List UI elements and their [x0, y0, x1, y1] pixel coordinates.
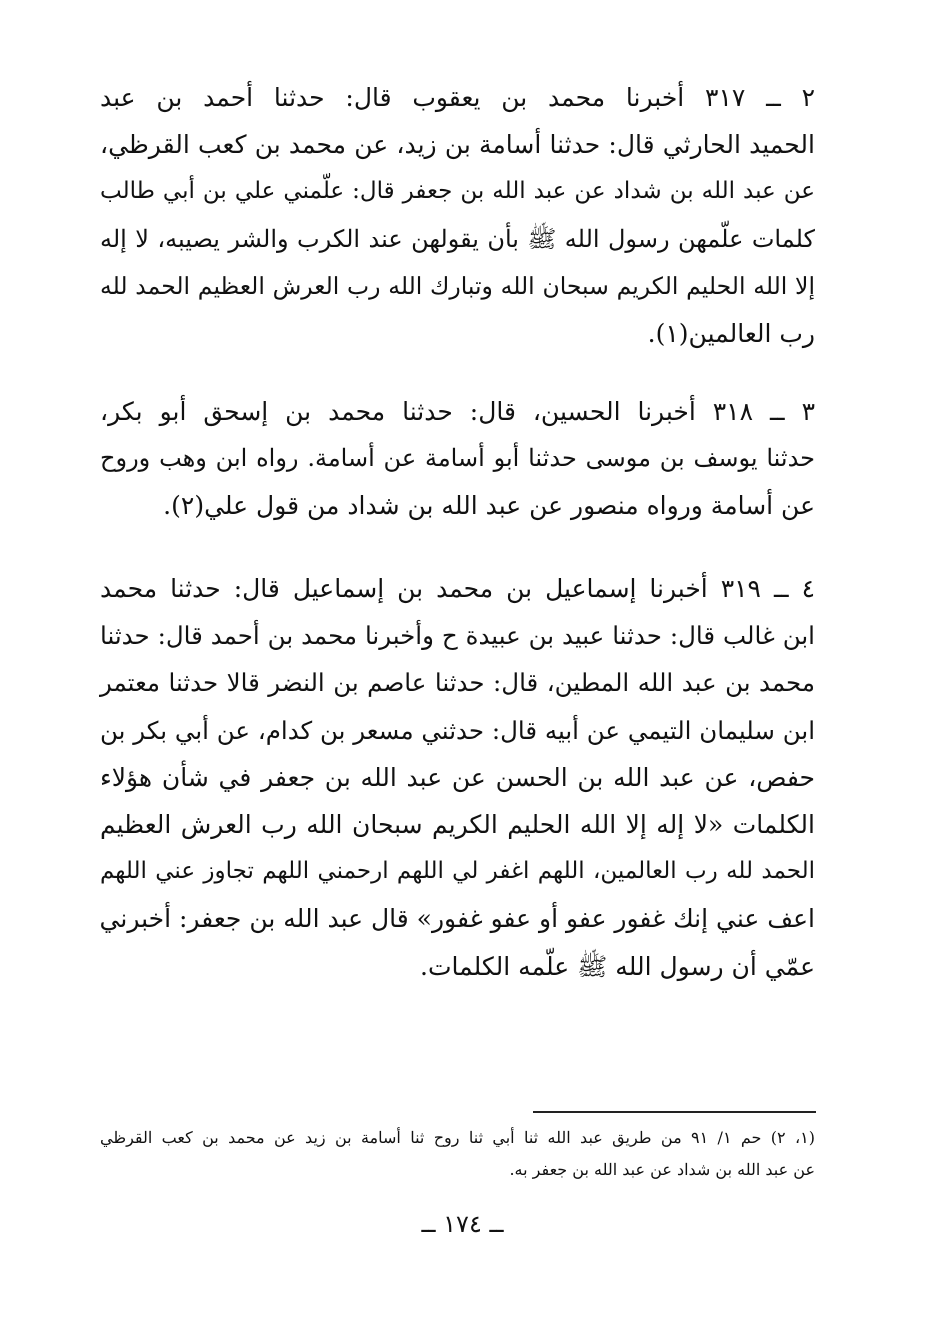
text-line: عمّي أن رسول الله ﷺ علّمه الكلمات. — [420, 951, 815, 981]
footnote-line: (١، ٢) حم ١/ ٩١ من طريق عبد الله ثنا أبي ثنا روح ثنا أسامة بن زيد عن محمد بن كعب القرظي — [100, 1128, 816, 1147]
text-line: الحميد الحارثي قال: حدثنا أسامة بن زيد، عن محمد بن كعب القرظي، — [100, 130, 815, 160]
text-line: كلمات علّمهن رسول الله ﷺ بأن يقولهن عند الكرب والشر يصيبه، لا إله — [100, 224, 815, 253]
page-number: ــ ١٧٤ ــ — [421, 1210, 504, 1238]
hadith-paragraph-317 — [100, 74, 815, 357]
text-line: حدثنا يوسف بن موسى حدثنا أبو أسامة عن أسامة. رواه ابن وهب وروح — [100, 444, 815, 473]
text-line: حفص، عن عبد الله بن الحسن عن عبد الله بن جعفر في شأن هؤلاء — [100, 762, 815, 792]
footnote-divider — [533, 1111, 816, 1113]
text-line: ٢ ــ ٣١٧ أخبرنا محمد بن يعقوب قال: حدثنا أحمد بن عبد — [100, 83, 815, 112]
text-line: الحمد لله رب العالمين، اللهم اغفر لي اللهم ارحمني اللهم تجاوز عني اللهم — [100, 858, 815, 885]
text-line: ٤ ــ ٣١٩ أخبرنا إسماعيل بن محمد بن إسماعيل قال: حدثنا محمد — [100, 574, 816, 603]
text-line: الكلمات «لا إله إلا الله الحليم الكريم سبحان الله رب العرش العظيم — [100, 810, 815, 840]
text-line: عن أسامة ورواه منصور عن عبد الله بن شداد من قول علي(٢). — [163, 491, 815, 521]
text-line: ابن سليمان التيمي عن أبيه قال: حدثني مسعر بن كدام، عن أبي بكر بن — [100, 715, 815, 745]
text-line: محمد بن عبد الله المطين، قال: حدثنا عاصم بن النضر قالا حدثنا معتمر — [100, 668, 815, 698]
footnote-line: عن عبد الله بن شداد عن عبد الله بن جعفر به. — [509, 1160, 815, 1179]
text-line: ابن غالب قال: حدثنا عبيد بن عبيدة ح وأخبرنا محمد بن أحمد قال: حدثنا — [100, 621, 815, 651]
text-line: عن عبد الله بن شداد عن عبد الله بن جعفر قال: علّمني علي بن أبي طالب — [100, 178, 815, 205]
text-line: ٣ ــ ٣١٨ أخبرنا الحسين، قال: حدثنا محمد بن إسحق أبو بكر، — [100, 397, 815, 426]
text-line: رب العالمين(١). — [647, 319, 815, 349]
text-line: اعف عني إنك غفور عفو أو عفو غفور» قال عبد الله بن جعفر: أخبرني — [99, 904, 815, 934]
hadith-paragraph-319 — [100, 565, 815, 990]
text-line: إلا الله الحليم الكريم سبحان الله وتبارك الله رب العرش العظيم الحمد لله — [100, 271, 815, 300]
hadith-paragraph-318 — [100, 388, 815, 530]
